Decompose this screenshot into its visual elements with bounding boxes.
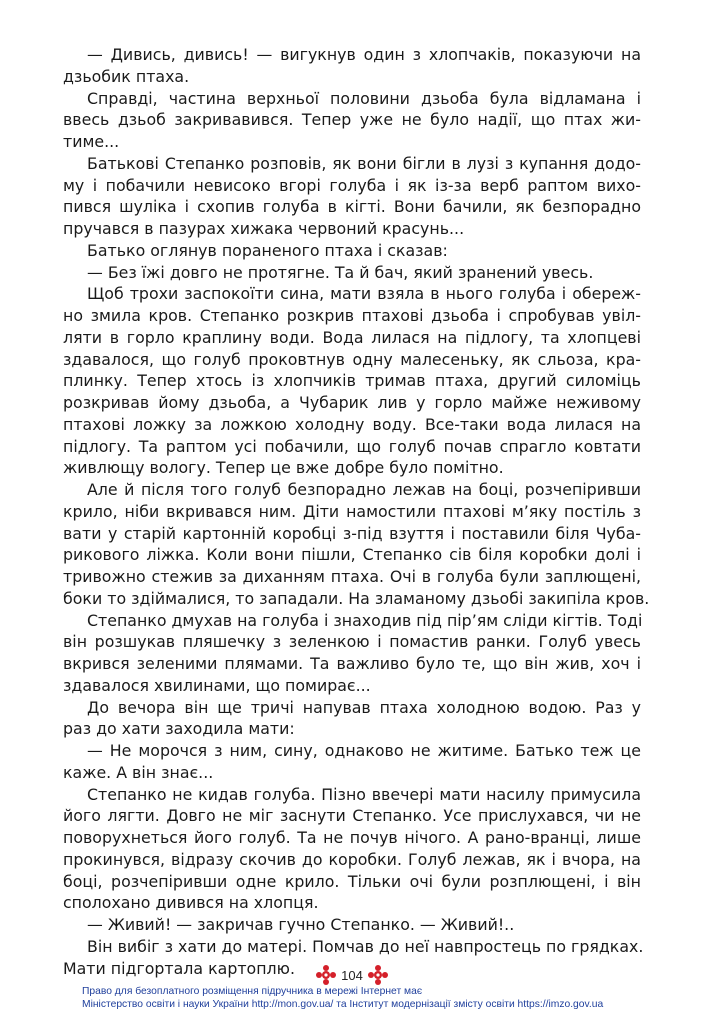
text-line: пився шуліка і схопив голуба в кігті. Вони бачили, як безпорадно — [63, 197, 641, 217]
text-line: поворухнеться його голуб. Та не почув нічого. А рано-вранці, лише — [63, 828, 641, 847]
text-line: му і побачили невисоко вгорі голуба і як із-за верб раптом вихо- — [63, 175, 641, 195]
text-line: Але й після того голуб безпорадно лежав на боці, розчепіривши — [87, 480, 641, 499]
text-line: Степанко дмухав на голуба і знаходив під пір’ям сліди кігтів. Тоді — [87, 610, 643, 630]
text-line: здавалося, що голуб проковтнув одну малесеньку, як сльоза, кра- — [63, 349, 641, 369]
text-line: прокинувся, відразу скочив до коробки. Голуб лежав, як і вчора, на — [63, 849, 641, 869]
text-line: сполохано дивився на хлопця. — [63, 893, 319, 913]
text-line: рикового ліжка. Коли вони пішли, Степанко сів біля коробки долі і — [63, 545, 641, 565]
text-line: — Без їжі довго не протягне. Та й бач, який зранений увесь. — [87, 262, 594, 282]
text-line: Степанко не кидав голуба. Пізно ввечері мати насилу примусила — [87, 784, 641, 804]
text-line: Мати підгортала картоплю. — [63, 958, 295, 978]
text-line: його лягти. Довго не міг заснути Степанко. Усе прислухався, чи не — [63, 806, 641, 826]
text-line: вати у старій картонній коробці з-під взуття і поставили біля Чуба- — [63, 523, 641, 543]
text-line: живлющу вологу. Тепер це вже добре було помітно. — [63, 458, 504, 478]
text-line: но змила кров. Степанко розкрив птахові дзьоба і спробував увіл- — [63, 306, 641, 325]
text-line: пручався в пазурах хижака червоний красунь... — [63, 219, 465, 238]
footer-line: Міністерство освіти і науки України http://mon.gov.ua/ та Інститут модернізації змісту освіти https://imzo.gov.ua — [82, 999, 604, 1010]
footer-line: Право для безоплатного розміщення підручника в мережі Інтернет має — [82, 986, 423, 997]
text-line: здавалося хвилинами, що помирає... — [63, 675, 371, 695]
flower-left-icon — [316, 965, 336, 985]
footer-copyright-note — [82, 985, 642, 1011]
text-line: — Живий! — закричав гучно Степанко. — Живий!.. — [87, 915, 515, 934]
text-line: плинку. Тепер хтось із хлопчиків тримав птаха, другий силоміць — [63, 371, 641, 391]
text-line: ввесь дзьоб закривавився. Тепер уже не було надії, що птах жи- — [63, 110, 641, 130]
text-line: розкривав йому дзьоба, а Чубарик лив у горло майже неживому — [63, 393, 641, 412]
text-line: боці, розчепіривши одне крило. Тільки очі були розплющені, і він — [63, 871, 641, 891]
text-line: ляти в горло краплину води. Вода лилася на підлогу, та хлопцеві — [63, 327, 641, 347]
text-line: каже. А він знає... — [63, 762, 214, 782]
text-line: — Дивись, дивись! — вигукнув один з хлопчаків, показуючи на — [87, 45, 641, 64]
page-number: 104 — [336, 968, 368, 983]
text-line: тривожно стежив за диханням птаха. Очі в голуба були заплющені, — [63, 567, 641, 586]
text-line: Він вибіг з хати до матері. Помчав до неї навпростець по грядках. — [87, 936, 644, 956]
text-line: раз до хати заходила мати: — [63, 719, 295, 739]
text-line: підлогу. Та раптом усі побачили, що голуб почав спрагло ковтати — [63, 436, 641, 456]
text-line: Щоб трохи заспокоїти сина, мати взяла в нього голуба і обереж- — [87, 284, 641, 304]
flower-right-icon — [368, 965, 388, 985]
text-line: тиме... — [63, 132, 120, 151]
text-line: крило, ніби вкривався ним. Діти намостили птахові м’яку постіль з — [63, 501, 641, 521]
text-line: — Не морочся з ним, сину, однаково не житиме. Батько теж це — [87, 741, 641, 760]
text-line: боки то здіймалися, то западали. На зламаному дзьобі закипіла кров. — [63, 588, 650, 608]
text-line: До вечора він ще тричі напував птаха холодною водою. Раз у — [87, 697, 641, 717]
text-line: вкрився зеленими плямами. Та важливо було те, що він жив, хоч і — [63, 654, 641, 673]
text-line: Справді, частина верхньої половини дзьоба була відламана і — [87, 88, 641, 108]
text-line: птахові ложку за ложкою холодну воду. Все-таки вода лилася на — [63, 414, 641, 434]
text-line: дзьобик птаха. — [63, 66, 190, 86]
text-line: він розшукав пляшечку з зеленкою і помастив ранки. Голуб увесь — [63, 632, 641, 652]
text-line: Батькові Степанко розповів, як вони бігли в лузі з купання додо- — [87, 153, 641, 173]
article-body — [63, 44, 650, 979]
text-line: Батько оглянув пораненого птаха і сказав: — [87, 240, 448, 260]
